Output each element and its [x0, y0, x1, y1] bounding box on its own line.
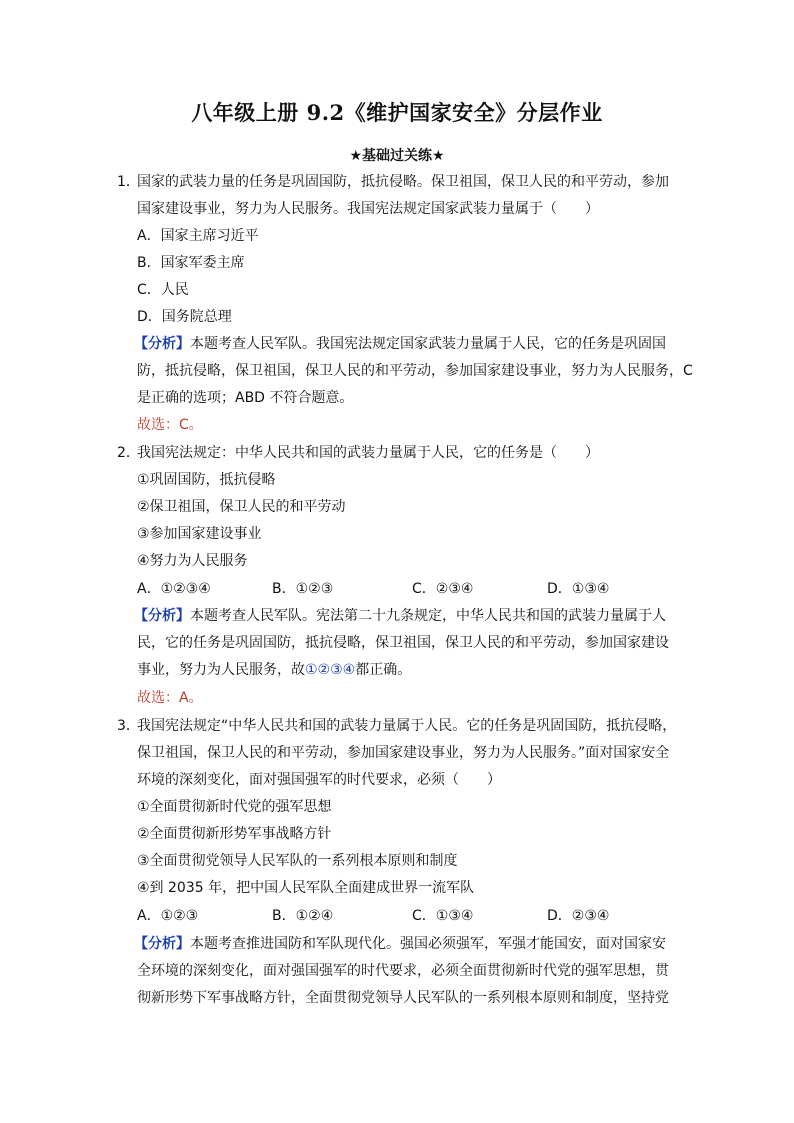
q2-item-1: ①巩固国防，抵抗侵略: [137, 472, 276, 488]
q2-option-d: D．①③④: [547, 581, 610, 597]
q1-answer: 故选：C。: [137, 417, 203, 433]
q2-option-b: B．①②③: [272, 581, 334, 597]
q1-analysis-line-2: 防，抵抗侵略，保卫祖国，保卫人民的和平劳动，参加国家建设事业，努力为人民服务，C: [137, 363, 693, 379]
q2-analysis-highlight: ①②③④: [305, 662, 356, 678]
section-heading: ★基础过关练★: [349, 148, 445, 164]
q3-option-b: B．①②④: [272, 908, 334, 924]
q1-analysis-text-1: 本题考查人民军队。我国宪法规定国家武装力量属于人民，它的任务是巩固国: [190, 336, 666, 352]
q2-analysis-end: 都正确。: [355, 662, 412, 678]
q3-analysis-text-1: 本题考查推进国防和军队现代化。强国必须强军，军强才能国安，面对国家安: [190, 936, 666, 952]
q1-option-d: D．国务院总理: [137, 309, 232, 325]
q2-analysis-line-2: 民，它的任务是巩固国防，抵抗侵略，保卫祖国，保卫人民的和平劳动，参加国家建设: [137, 635, 669, 651]
q1-option-c: C．人民: [137, 282, 189, 298]
q2-analysis-tag: 【分析】: [134, 608, 190, 624]
q2-item-2: ②保卫祖国，保卫人民的和平劳动: [137, 499, 346, 515]
q3-analysis-line-3: 彻新形势下军事战略方针，全面贯彻党领导人民军队的一系列根本原则和制度，坚持党: [137, 990, 669, 1006]
q2-analysis-text-1: 本题考查人民军队。宪法第二十九条规定，中华人民共和国的武装力量属于人: [190, 608, 666, 624]
q1-analysis-line-3: 是正确的选项；ABD 不符合题意。: [137, 390, 354, 406]
q3-analysis-tag: 【分析】: [134, 936, 190, 952]
q3-option-d: D．②③④: [547, 908, 610, 924]
q1-analysis-line-1: [134, 335, 666, 353]
q3-item-2: ②全面贯彻新形势军事战略方针: [137, 826, 332, 842]
q2-option-a: A．①②③④: [137, 581, 211, 597]
page-title: 八年级上册 9.2《维护国家安全》分层作业: [191, 100, 603, 125]
q3-analysis-line-2: 全环境的深刻变化，面对强国强军的时代要求，必须全面贯彻新时代党的强军思想，贯: [137, 963, 669, 979]
q3-item-1: ①全面贯彻新时代党的强军思想: [137, 799, 332, 815]
q2-analysis-text-3: 事业，努力为人民服务，故: [137, 662, 305, 678]
q1-analysis-tag: 【分析】: [134, 336, 190, 352]
q2-option-c: C．②③④: [412, 581, 474, 597]
q1-stem-line-1: 国家的武装力量的任务是巩固国防，抵抗侵略。保卫祖国，保卫人民的和平劳动，参加: [137, 174, 669, 190]
q3-stem-line-2: 保卫祖国，保卫人民的和平劳动，参加国家建设事业，努力为人民服务。”面对国家安全: [137, 745, 670, 761]
q2-answer: 故选：A。: [137, 690, 203, 706]
question-number-2: 2．: [117, 445, 140, 461]
q3-item-4: ④到 2035 年，把中国人民军队全面建成世界一流军队: [137, 880, 475, 896]
q2-analysis-line-3: [137, 661, 411, 679]
q3-stem-line-1: 我国宪法规定“中华人民共和国的武装力量属于人民。它的任务是巩固国防，抵抗侵略，: [137, 718, 677, 734]
question-number-1: 1．: [117, 174, 140, 190]
q2-stem: 我国宪法规定：中华人民共和国的武装力量属于人民，它的任务是（ ）: [137, 445, 599, 461]
q2-analysis-line-1: [134, 607, 666, 625]
q1-stem-line-2: 国家建设事业，努力为人民服务。我国宪法规定国家武装力量属于（ ）: [137, 201, 599, 217]
q3-option-a: A．①②③: [137, 908, 199, 924]
q3-analysis-line-1: [134, 935, 666, 953]
q2-item-3: ③参加国家建设事业: [137, 526, 262, 542]
q3-item-3: ③全面贯彻党领导人民军队的一系列根本原则和制度: [137, 853, 458, 869]
q2-item-4: ④努力为人民服务: [137, 553, 248, 569]
q3-option-c: C．①③④: [412, 908, 474, 924]
q1-option-b: B．国家军委主席: [137, 255, 245, 271]
q1-option-a: A．国家主席习近平: [137, 228, 259, 244]
q3-stem-line-3: 环境的深刻变化，面对强国强军的时代要求，必须（ ）: [137, 772, 501, 788]
question-number-3: 3．: [117, 718, 140, 734]
